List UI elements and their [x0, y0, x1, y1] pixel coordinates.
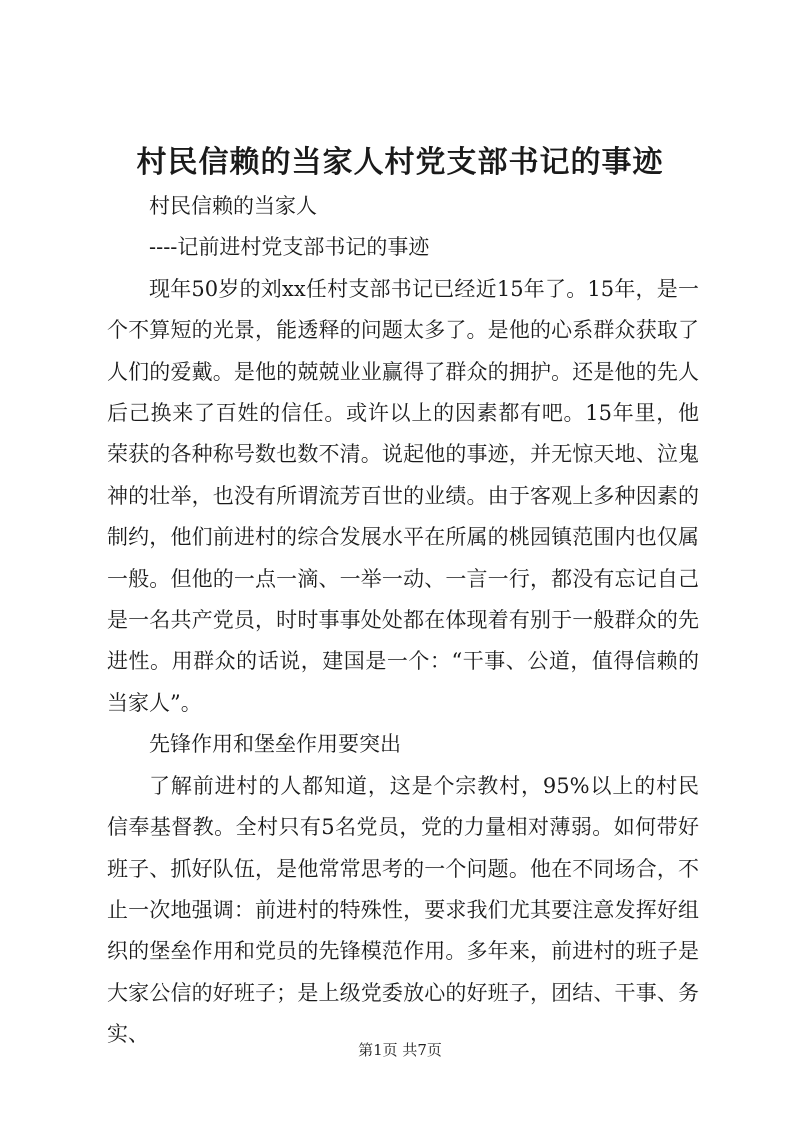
- section-heading: 先锋作用和堡垒作用要突出: [149, 732, 401, 757]
- body-paragraph: 现年50岁的刘xx任村支部书记已经近15年了。15年，是一个不算短的光景，能透释的问题太多了。是他的心系群众获取了人们的爱戴。是他的兢兢业业赢得了群众的拥护。还是他的先人后己换来了百姓的信任。或许以上的因素都有吧。15年里，他荣获的各种称号数也数不清。说起他的事迹，并无惊天地、泣鬼神的壮举，也没有所谓流芳百世的业绩。由于客观上多种因素的制约，他们前进村的综合发展水平在所属的桃园镇范围内也仅属一般。但他的一点一滴、一举一动、一言一行，都没有忘记自己是一名共产党员，时时事事处处都在体现着有别于一般群众的先进性。用群众的话说，建国是一个：“干事、公道，值得信赖的当家人”。: [107, 276, 699, 715]
- document-title: 村民信赖的当家人村党支部书记的事迹: [136, 145, 664, 180]
- subtitle-heading: 村民信赖的当家人: [149, 194, 317, 218]
- subtitle-byline: ----记前进村党支部书记的事迹: [149, 235, 430, 260]
- body-paragraph: 了解前进村的人都知道，这是个宗教村，95%以上的村民信奉基督教。全村只有5名党员，党的力量相对薄弱。如何带好班子、抓好队伍，是他常常思考的一个问题。他在不同场合，不止一次地强调：前进村的特殊性，要求我们尤其要注意发挥好组织的堡垒作用和党员的先锋模范作用。多年来，前进村的班子是大家公信的好班子；是上级党委放心的好班子，团结、干事、务实、: [107, 773, 699, 1047]
- page-footer: 第1页 共7页: [358, 1041, 442, 1059]
- document-body: [107, 186, 699, 1056]
